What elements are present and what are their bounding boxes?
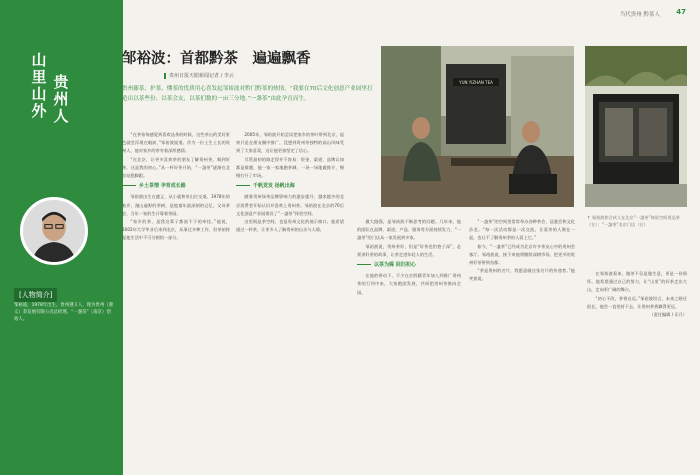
text-column-4 <box>469 218 575 466</box>
paragraph: 尽管最初的路走得并不容易：资金、渠道、品牌认知都是难题，他一家一家地跑茶城、一场一场地做推介，慢慢打开了市场。 <box>236 156 344 179</box>
vertical-title-col-2 <box>52 74 70 125</box>
storefront-photo <box>585 46 687 207</box>
profile-label: [人物简介] <box>14 288 57 302</box>
paragraph: 在他的带动下，不少在京黔籍青年加入到推广贵州茶的行列中来，大家抱团发展，共同把贵州茶推向全国。 <box>357 273 461 295</box>
article-title: 邹裕波：首都黔茶 遍遍飘香 <box>122 50 311 67</box>
paragraph: 2005年，邹裕波开始尝试把家乡的茶叶带到北京，起初只是在朋友圈中推广，没想到贵州茶独特的高山风味受到了大家喜爱，这让他更加坚定了信心。 <box>236 132 344 154</box>
vertical-char: 山 <box>31 51 47 69</box>
tea-shop-sign: YUN YIZHAN TEA <box>459 80 493 85</box>
paragraph: “茶是贵州的名片，我愿意做这张名片的传递者。”他笑着说。 <box>469 268 575 282</box>
page-number: 47 <box>676 8 686 16</box>
vertical-char: 贵 <box>53 73 69 91</box>
vertical-char: 外 <box>31 102 47 120</box>
byline-marker <box>164 73 166 79</box>
paragraph: “在茶家每感觉到喜欢品茶的时候，这些茶山的美好景色就会浮现在眼前，”邹裕波说道。作为一位土生土长的贵州人，他对家乡的茶有着深厚感情。 <box>122 132 230 154</box>
vertical-char: 人 <box>53 107 69 125</box>
main-photo <box>381 46 574 207</box>
section-heading: 以茶为媒 回归初心 <box>357 261 461 269</box>
lead-paragraph: 贵州藤茶、护茶、懂茶的优质用心喜发起邹裕波对黔门黔茶的热情。“我要在70后文化创意产业园里打造出以茶些份、以茶会友，以茶们数的一亩三分地。”一盏茶”由此孕育而生。 <box>122 86 373 102</box>
sidebar <box>0 0 123 475</box>
paragraph: 如今，“一盏茶”已经成为北京许多茶友心中的贵州会客厅。邹裕波说，接下来他将继续深耕市场，把更多的贵州好茶带到首都。 <box>469 243 575 266</box>
paragraph: 邹裕波出生在遵义，从小就和茶山打交道。1978年的家乡，漫山遍野的茶树，是他童年最深刻的记忆。父母茶农，当年一家的生计靠着茶园。 <box>122 194 230 216</box>
byline <box>164 72 234 79</box>
vertical-char: 州 <box>53 90 69 108</box>
vertical-title-col-1 <box>30 52 48 120</box>
text-column-5 <box>587 270 687 466</box>
photo-caption: ↑ 邹裕波和合伙人在北京“一盏茶”体验空间里品茶（左）；“一盏茶”北京门店（右） <box>587 215 680 227</box>
text-column-1 <box>122 131 230 466</box>
paragraph: “初心不改，茶香自远。”邹裕波坦言，未来之路还很长，他会一直坚持下去，让贵州茶香飘得更远。 <box>587 295 687 309</box>
paragraph: “在北京，让更多喜欢茶的朋友了解贵州茶，喝到好茶，这是我的初心。”从一杯好茶开始，“一盏茶”逐渐在北京站稳脚跟。 <box>122 156 230 179</box>
section-heading: 千帆竞发 扬帆出海 <box>236 182 344 190</box>
paragraph: “一盏茶”的空间里常常举办各种茶会、品鉴会和文化沙龙。“每一次活动都是一次交流，让爱茶的人聚在一起，也让不了解贵州茶的人爱上它。” <box>469 219 575 241</box>
portrait-photo <box>20 197 88 265</box>
vertical-char: 山 <box>31 85 47 103</box>
editor-credit: （责任编辑 / 乐月） <box>649 312 687 318</box>
paragraph: “家乡的茶，是我这辈子都放不下的牵挂。”他说，2002年大学毕业后来到北京，从事过多种工作，但茶始终是他生活中不可分割的一部分。 <box>122 219 230 241</box>
paragraph: 这里既是茶空间，也是贵州文化的展示窗口。他希望通过一杯茶，让更多人了解贵州的山水与人情。 <box>236 219 344 233</box>
text-column-3 <box>357 218 461 466</box>
profile-text: 邹裕波，1978年出生，贵州遵义人，现为贵州（遵义）茶发展有限公司总经理、“一盏茶”（南京）创始人。 <box>14 303 113 322</box>
byline-text: 贵州日报天眼新闻记者 / 李云 <box>169 73 234 79</box>
vertical-char: 里 <box>31 68 47 86</box>
magazine-name: 当代贵州 黔茶人 <box>619 12 660 18</box>
paragraph: 在邹裕波看来，做茶不仅是做生意，更是一份情怀。他希望通过自己的努力，让“山里”的好茶走出大山，走向更广阔的舞台。 <box>587 271 687 293</box>
paragraph: 随着贵州绿茶品牌影响力的逐步提升，越来越多的北京消费者开始认识并喜欢上贵州茶。邹裕波在北京的70后文化创意产业园建设了“一盏茶”体验空间。 <box>236 194 344 216</box>
paragraph: 邹裕波说，贵州茶好，但是“好茶也怕巷子深”，必须讲好茶的故事，让茶走进年轻人的生活。 <box>357 243 461 257</box>
text-column-2 <box>236 131 344 466</box>
section-heading: 乡土茶情 孕育成长路 <box>122 182 230 190</box>
paragraph: 做大做强，是邹裕波不断思考的问题。几年来，他的团队在品牌、渠道、产品、服务等方面持续发力，“一盏茶”的门店从一家发展到多家。 <box>357 219 461 241</box>
